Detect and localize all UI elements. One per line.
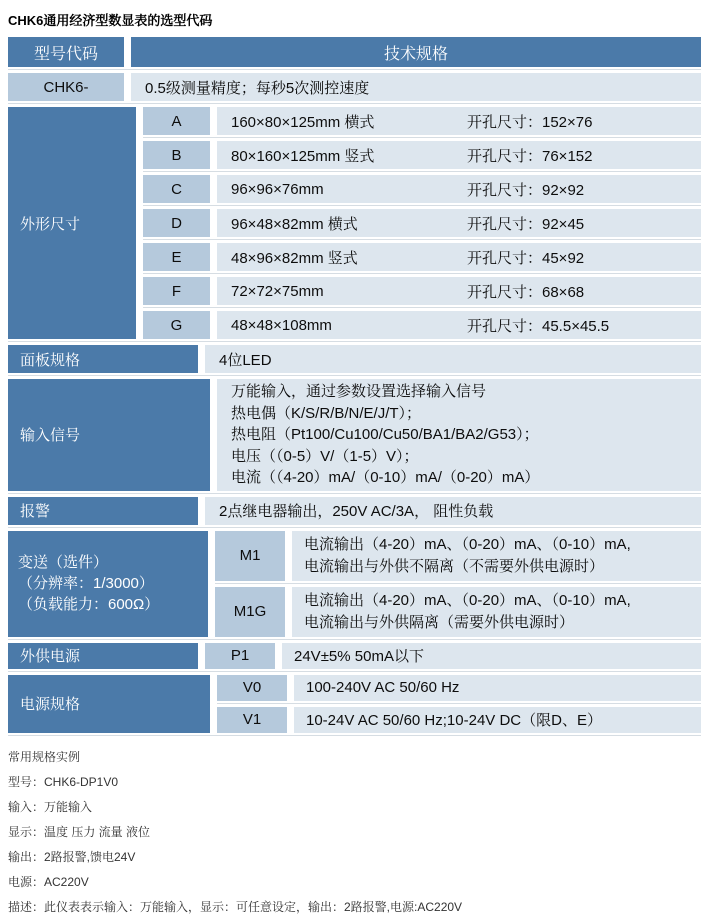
example-notes <box>8 745 701 920</box>
transmitter-section <box>8 531 701 640</box>
dim-cutout: 开孔尺寸：92×92 <box>467 181 585 199</box>
note-model: 型号：CHK6-DP1V0 <box>8 774 119 789</box>
input-line: 热电阻（Pt100/Cu100/Cu50/BA1/BA2/G53）； <box>231 426 539 443</box>
dimensions-section <box>8 107 701 342</box>
transmitter-label-line: （分辨率：1/3000） <box>18 575 154 592</box>
dim-code: E <box>143 243 210 271</box>
note-display: 显示：温度 压力 流量 液位 <box>8 824 151 839</box>
dimensions-rows <box>143 107 701 339</box>
panel-value: 4位LED <box>205 345 701 373</box>
dim-cutout: 开孔尺寸：45.5×45.5 <box>467 317 610 335</box>
input-line: 电流（（4-20）mA/（0-10）mA/（0-20）mA） <box>231 469 540 486</box>
dim-size: 96×96×76mm <box>231 180 324 198</box>
dim-cutout: 开孔尺寸：92×45 <box>467 215 585 233</box>
input-signal-content <box>217 379 701 491</box>
power-spec-section <box>8 675 701 736</box>
input-signal-label: 输入信号 <box>8 379 210 491</box>
dimension-row-c <box>143 175 701 206</box>
model-spec-cell: 0.5级测量精度；每秒5次测控速度 <box>131 73 701 101</box>
dim-code: D <box>143 209 210 237</box>
dim-content <box>217 209 701 237</box>
header-tech-spec: 技术规格 <box>131 37 701 67</box>
ext-power-row <box>8 643 701 672</box>
note-heading: 常用规格实例 <box>8 749 81 764</box>
ext-power-label: 外供电源 <box>8 643 198 669</box>
dimension-row-e <box>143 243 701 274</box>
note-power: 电源：AC220V <box>8 874 89 889</box>
transmitter-content <box>292 531 701 581</box>
dim-cutout: 开孔尺寸：45×92 <box>467 249 585 267</box>
spec-table <box>8 37 701 736</box>
ext-power-code: P1 <box>205 643 275 669</box>
power-value: 100-240V AC 50/60 Hz <box>294 675 701 701</box>
dim-cutout: 开孔尺寸：76×152 <box>467 147 593 165</box>
page-title: CHK6通用经济型数显表的选型代码 <box>8 13 213 28</box>
alarm-label: 报警 <box>8 497 198 525</box>
power-code: V1 <box>217 707 287 733</box>
transmitter-row-m1g <box>215 587 701 637</box>
dim-size: 48×48×108mm <box>231 316 332 334</box>
header-model-code: 型号代码 <box>8 37 124 67</box>
dim-size: 96×48×82mm 横式 <box>231 215 358 233</box>
dim-size: 48×96×82mm 竖式 <box>231 249 358 267</box>
dim-size: 80×160×125mm 竖式 <box>231 147 375 165</box>
transmitter-row-m1 <box>215 531 701 584</box>
dim-content <box>217 141 701 169</box>
transmitter-rows <box>215 531 701 637</box>
dimension-row-a <box>143 107 701 138</box>
dim-code: G <box>143 311 210 339</box>
transmitter-code: M1G <box>215 587 285 637</box>
input-signal-section <box>8 379 701 494</box>
dim-code: B <box>143 141 210 169</box>
panel-label: 面板规格 <box>8 345 198 373</box>
dim-size: 160×80×125mm 横式 <box>231 113 375 131</box>
model-code-cell: CHK6- <box>8 73 124 101</box>
alarm-row <box>8 497 701 528</box>
note-description: 描述：此仪表表示输入：万能输入，显示：可任意设定，输出：2路报警,电源:AC220V <box>8 899 463 914</box>
dimension-row-b <box>143 141 701 172</box>
power-row-v0 <box>217 675 701 704</box>
power-code: V0 <box>217 675 287 701</box>
power-spec-rows <box>217 675 701 733</box>
model-code-row <box>8 73 701 104</box>
alarm-value: 2点继电器输出，250V AC/3A， 阻性负载 <box>205 497 701 525</box>
power-spec-label: 电源规格 <box>8 675 210 733</box>
input-line: 热电偶（K/S/R/B/N/E/J/T）； <box>231 404 422 422</box>
transmitter-label <box>8 531 208 637</box>
transmitter-line: 电流输出（4-20）mA、（0-20）mA、（0-10）mA, <box>304 535 631 553</box>
dim-size: 72×72×75mm <box>231 282 324 300</box>
dim-content <box>217 243 701 271</box>
panel-row <box>8 345 701 376</box>
dim-content <box>217 175 701 203</box>
transmitter-line: 电流输出与外供隔离（需要外供电源时） <box>304 613 575 631</box>
transmitter-line: 电流输出与外供不隔离（不需要外供电源时） <box>304 557 605 575</box>
dim-code: C <box>143 175 210 203</box>
dim-content <box>217 311 701 339</box>
transmitter-code: M1 <box>215 531 285 581</box>
dim-cutout: 开孔尺寸：152×76 <box>467 113 593 131</box>
dim-content <box>217 107 701 135</box>
transmitter-label-line: （负载能力：600Ω） <box>18 596 160 613</box>
dimension-row-f <box>143 277 701 308</box>
dimension-row-g <box>143 311 701 339</box>
dim-code: A <box>143 107 210 135</box>
input-line: 电压（（0-5）V/（1-5）V）； <box>231 447 419 465</box>
ext-power-value: 24V±5% 50mA以下 <box>282 643 701 669</box>
power-row-v1 <box>217 707 701 733</box>
dimensions-label: 外形尺寸 <box>8 107 136 339</box>
transmitter-line: 电流输出（4-20）mA、（0-20）mA、（0-10）mA, <box>304 591 631 609</box>
input-line: 万能输入，通过参数设置选择输入信号 <box>231 383 487 400</box>
dim-content <box>217 277 701 305</box>
dim-cutout: 开孔尺寸：68×68 <box>467 283 585 301</box>
note-input: 输入：万能输入 <box>8 799 93 814</box>
transmitter-content <box>292 587 701 637</box>
note-output: 输出：2路报警,馈电24V <box>8 849 136 864</box>
dim-code: F <box>143 277 210 305</box>
dimension-row-d <box>143 209 701 240</box>
power-value: 10-24V AC 50/60 Hz;10-24V DC（限D、E） <box>294 707 701 733</box>
table-header-row <box>8 37 701 70</box>
transmitter-label-line: 变送（选件） <box>18 554 109 571</box>
